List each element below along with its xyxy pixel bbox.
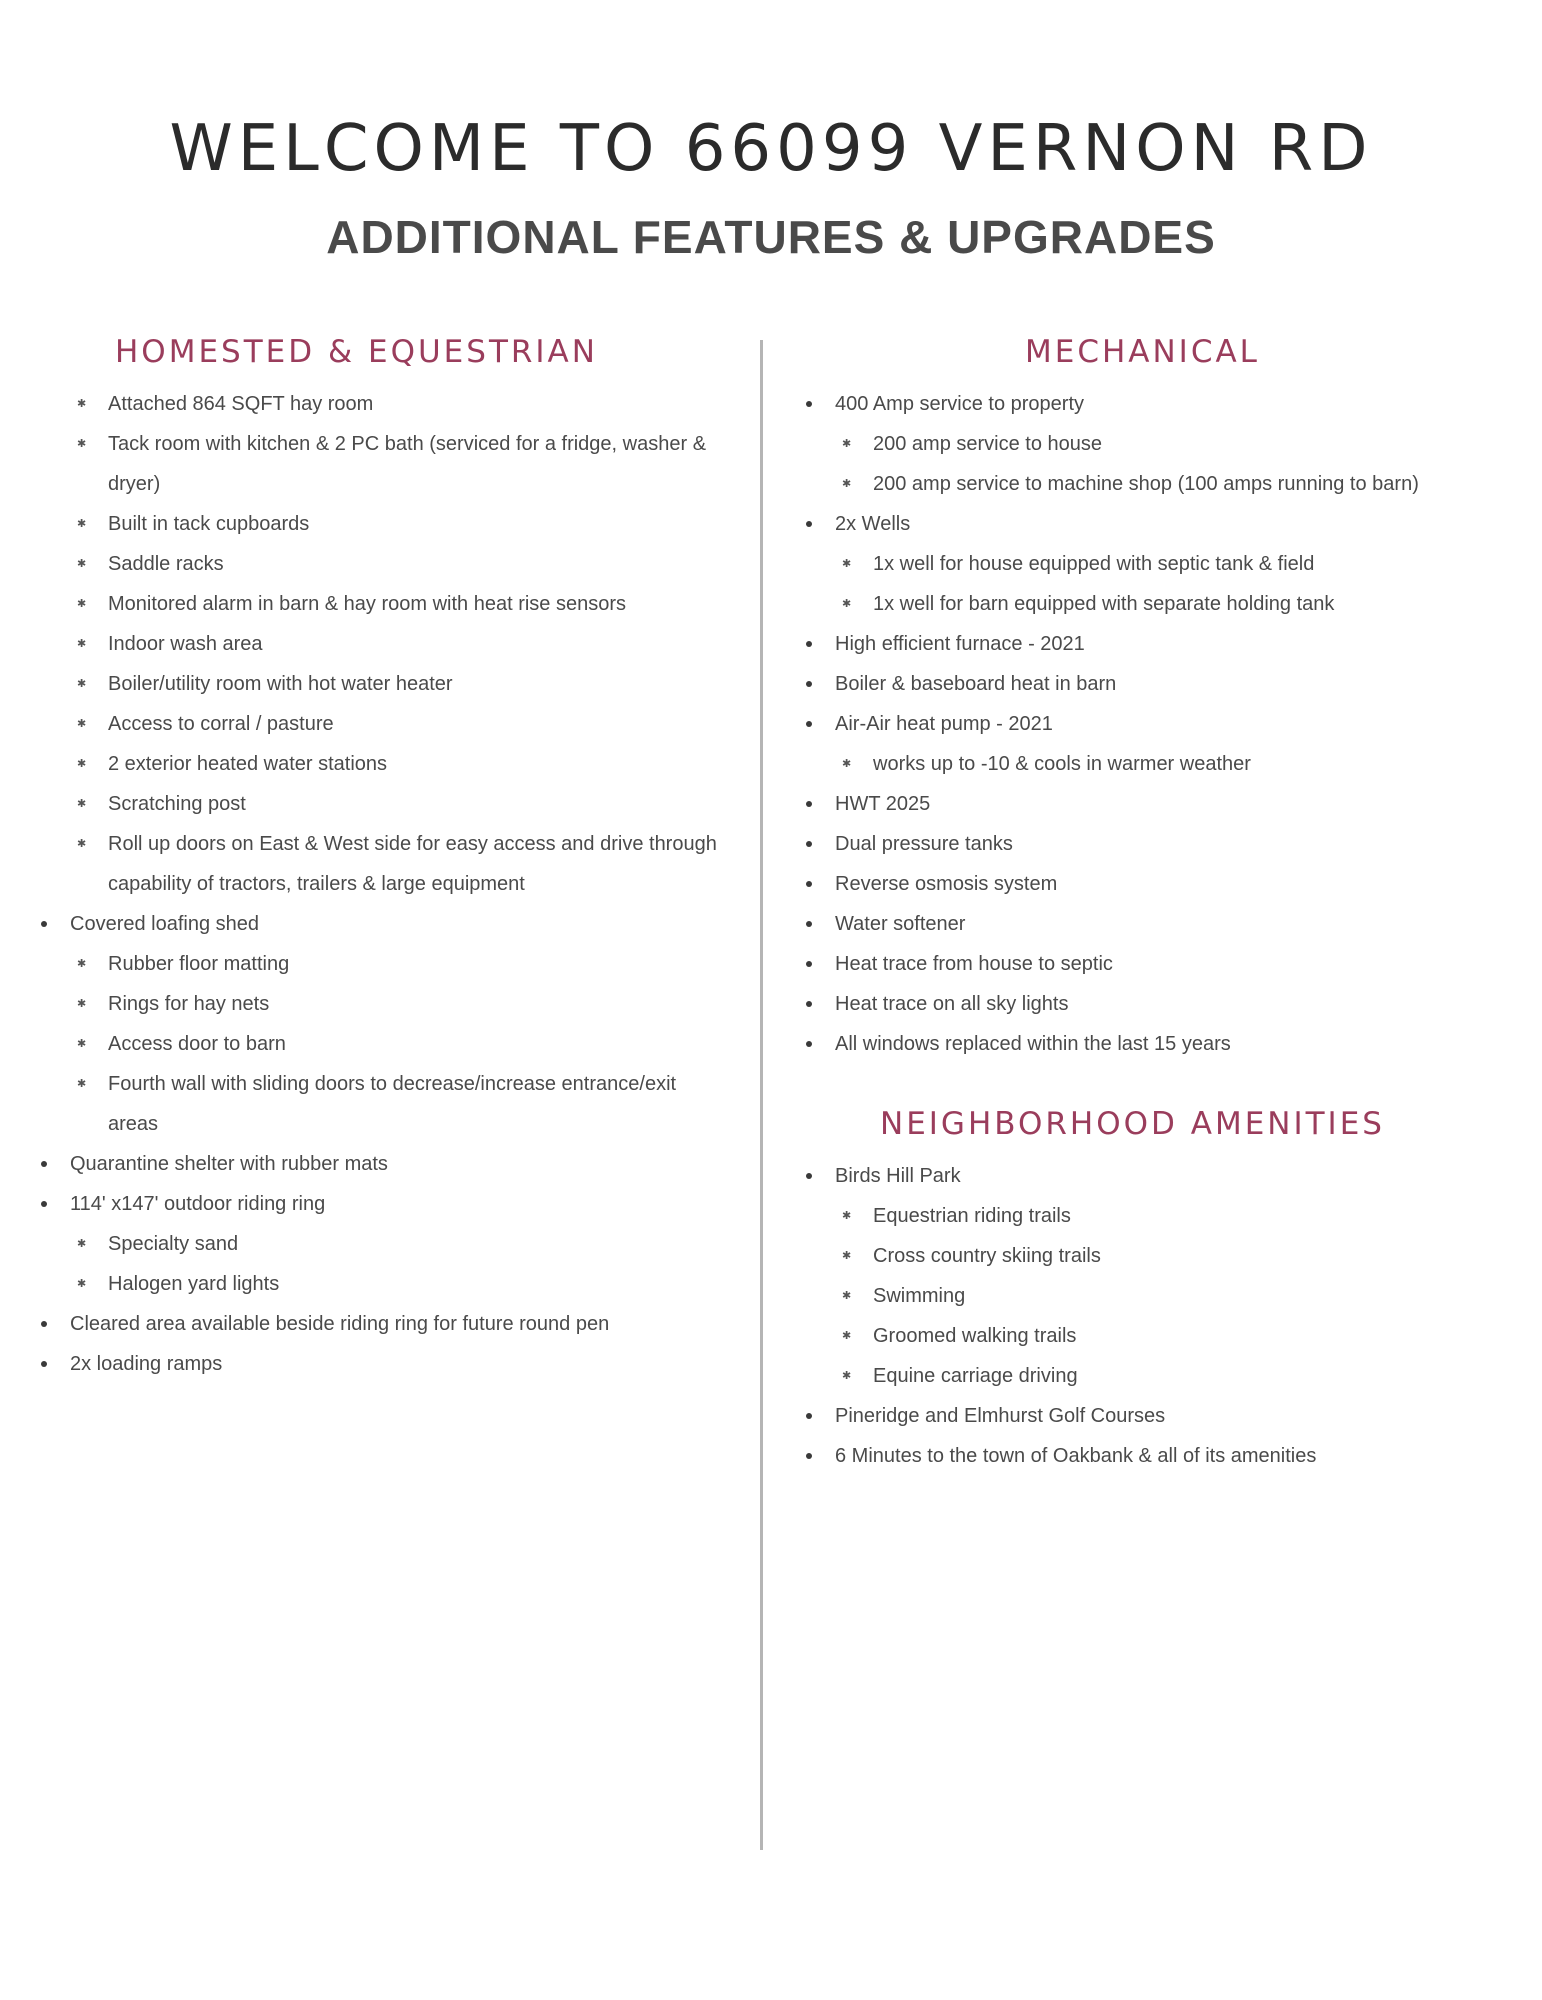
list-item: 400 Amp service to property [795,384,1505,424]
list-item: HWT 2025 [795,784,1505,824]
column-divider [760,340,763,1850]
homested-equestrian-list [30,384,730,1384]
sub-list-item: ✱ Fourth wall with sliding doors to decrease/increase entrance/exit areas [30,1064,730,1144]
sub-list-item: ✱ 2 exterior heated water stations [30,744,730,784]
list-item: 114' x147' outdoor riding ring [30,1184,730,1224]
sub-list-item: ✱ Built in tack cupboards [30,504,730,544]
section-heading-neighborhood-amenities: NEIGHBORHOOD AMENITIES [880,1106,1385,1142]
list-item: Heat trace on all sky lights [795,984,1505,1024]
list-item: Water softener [795,904,1505,944]
sub-list-item: ✱ 1x well for house equipped with septic tank & field [795,544,1505,584]
sub-list-item: ✱ 200 amp service to house [795,424,1505,464]
list-item: Pineridge and Elmhurst Golf Courses [795,1396,1505,1436]
neighborhood-amenities-list [795,1156,1505,1476]
sub-list-item: ✱ Equine carriage driving [795,1356,1505,1396]
sub-list-item: ✱ Indoor wash area [30,624,730,664]
sub-list-item: ✱ Swimming [795,1276,1505,1316]
list-item: Heat trace from house to septic [795,944,1505,984]
list-item: Dual pressure tanks [795,824,1505,864]
sub-list-item: ✱ Scratching post [30,784,730,824]
sub-list-item: ✱ Boiler/utility room with hot water heater [30,664,730,704]
sub-list-item: ✱ Rubber floor matting [30,944,730,984]
sub-list-item: ✱ Tack room with kitchen & 2 PC bath (serviced for a fridge, washer & dryer) [30,424,730,504]
sub-list-item: ✱ Equestrian riding trails [795,1196,1505,1236]
page-title: WELCOME TO 66099 VERNON RD [169,112,1373,186]
list-item: 2x loading ramps [30,1344,730,1384]
sub-list-item: ✱ Rings for hay nets [30,984,730,1024]
section-heading-mechanical: MECHANICAL [1025,334,1260,370]
sub-list-item: ✱ 200 amp service to machine shop (100 amps running to barn) [795,464,1505,504]
list-item: Air-Air heat pump - 2021 [795,704,1505,744]
sub-list-item: ✱ works up to -10 & cools in warmer weather [795,744,1505,784]
list-item: 2x Wells [795,504,1505,544]
list-item: 6 Minutes to the town of Oakbank & all of its amenities [795,1436,1505,1476]
sub-list-item: ✱ Access door to barn [30,1024,730,1064]
sub-list-item: ✱ Saddle racks [30,544,730,584]
sub-list-item: ✱ 1x well for barn equipped with separate holding tank [795,584,1505,624]
list-item: All windows replaced within the last 15 years [795,1024,1505,1064]
right-column [795,332,1505,1476]
list-item: Reverse osmosis system [795,864,1505,904]
left-column [30,332,730,1384]
mechanical-list [795,384,1505,1064]
list-item: High efficient furnace - 2021 [795,624,1505,664]
sub-list-item: ✱ Monitored alarm in barn & hay room with heat rise sensors [30,584,730,624]
sub-list-item: ✱ Roll up doors on East & West side for easy access and drive through capability of tractors, trailers & large equipment [30,824,730,904]
sub-list-item: ✱ Specialty sand [30,1224,730,1264]
section-heading-homested-equestrian: HOMESTED & EQUESTRIAN [115,334,598,370]
list-item: Cleared area available beside riding ring for future round pen [30,1304,730,1344]
sub-list-item: ✱ Groomed walking trails [795,1316,1505,1356]
sub-list-item: ✱ Cross country skiing trails [795,1236,1505,1276]
page-subtitle: ADDITIONAL FEATURES & UPGRADES [326,211,1216,263]
sub-list-item: ✱ Halogen yard lights [30,1264,730,1304]
list-item: Quarantine shelter with rubber mats [30,1144,730,1184]
sub-list-item: ✱ Attached 864 SQFT hay room [30,384,730,424]
list-item: Covered loafing shed [30,904,730,944]
list-item: Boiler & baseboard heat in barn [795,664,1505,704]
list-item: Birds Hill Park [795,1156,1505,1196]
sub-list-item: ✱ Access to corral / pasture [30,704,730,744]
